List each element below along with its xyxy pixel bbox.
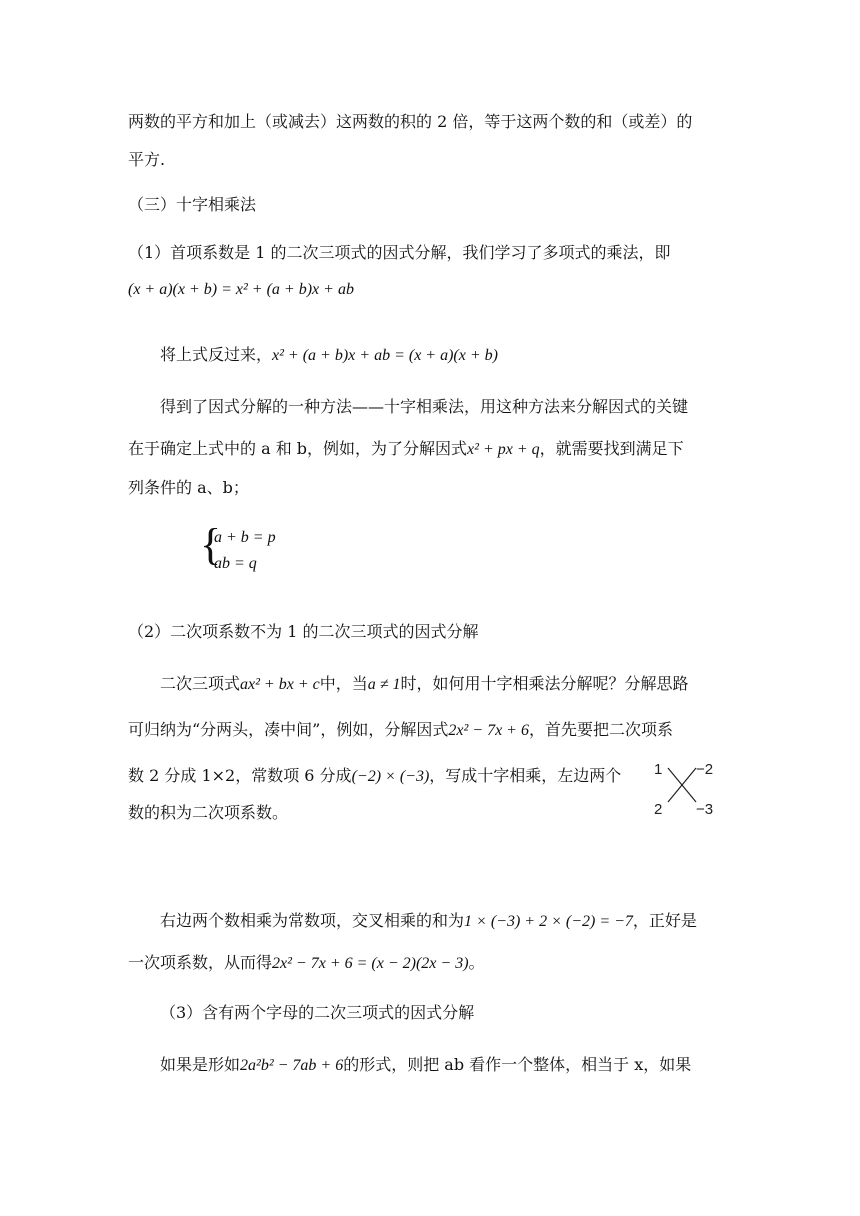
formula: 2x² − 7x + 6 = (x − 2)(2x − 3) (272, 955, 469, 972)
formula: (x + a)(x + b) = x² + (a + b)x + ab (128, 281, 354, 298)
paragraph-line (128, 953, 485, 974)
section-title: （2）二次项系数不为 1 的二次三项式的因式分解 (128, 622, 479, 641)
formula: 2x² − 7x + 6 (448, 722, 529, 739)
section-title: （3）含有两个字母的二次三项式的因式分解 (160, 1003, 475, 1022)
text: ，写成十字相乘，左边两个 (429, 766, 622, 785)
formula: (−2) × (−3) (351, 768, 430, 785)
paragraph-line: 数的积为二次项系数。 (128, 803, 289, 822)
equation: a + b = p (214, 529, 276, 546)
formula: a ≠ 1 (367, 676, 401, 693)
cross-top-left: 1 (654, 761, 663, 778)
formula: ax² + bx + c (240, 676, 320, 693)
section-title: （三）十字相乘法 (128, 195, 257, 214)
text: ，就需要找到满足下 (539, 439, 684, 458)
text: ，首先要把二次项系 (528, 720, 673, 739)
paragraph-line: 平方. (128, 150, 166, 169)
paragraph-line (160, 674, 689, 695)
text: 的形式，则把 ab 看作一个整体，相当于 x，如果 (343, 1055, 692, 1074)
text: 。 (468, 953, 485, 972)
cross-bottom-left: 2 (654, 801, 663, 818)
text: ，正好是 (632, 911, 697, 930)
paragraph-line (128, 439, 684, 460)
paragraph-line (128, 720, 673, 741)
equation: ab = q (214, 555, 257, 572)
paragraph-line: 两数的平方和加上（或减去）这两数的积的 2 倍，等于这两个数的和（或差）的 (128, 112, 693, 131)
text: 可归纳为“分两头，凑中间”，例如，分解因式 (128, 720, 449, 739)
brace-icon: { (200, 520, 222, 569)
cross-top-right: −2 (696, 761, 714, 778)
paragraph-line (128, 766, 621, 787)
cross-multiplication-diagram (648, 756, 732, 822)
paragraph-line (160, 345, 498, 366)
formula: 1 × (−3) + 2 × (−2) = −7 (464, 913, 633, 930)
formula: 2a²b² − 7ab + 6 (240, 1057, 344, 1074)
paragraph-line: 得到了因式分解的一种方法——十字相乘法，用这种方法来分解因式的关键 (160, 397, 689, 416)
text: 一次项系数，从而得 (128, 953, 273, 972)
text: 将上式反过来， (160, 345, 273, 364)
formula: x² + (a + b)x + ab = (x + a)(x + b) (272, 347, 498, 364)
paragraph-line: 列条件的 a、b； (128, 478, 249, 497)
text: 数 2 分成 1×2，常数项 6 分成 (128, 766, 352, 785)
paragraph-line (160, 1055, 691, 1076)
text: 中，当 (319, 674, 368, 693)
formula: x² + px + q (467, 441, 540, 458)
text: 在于确定上式中的 a 和 b，例如，为了分解因式 (128, 439, 468, 458)
text: 时，如何用十字相乘法分解呢？分解思路 (400, 674, 689, 693)
paragraph-line (160, 911, 697, 932)
text: 右边两个数相乘为常数项，交叉相乘的和为 (160, 911, 465, 930)
paragraph-line: （1）首项系数是 1 的二次三项式的因式分解，我们学习了多项式的乘法，即 (128, 243, 671, 262)
text: 如果是形如 (160, 1055, 241, 1074)
text: 二次三项式 (160, 674, 241, 693)
cross-bottom-right: −3 (696, 801, 714, 818)
